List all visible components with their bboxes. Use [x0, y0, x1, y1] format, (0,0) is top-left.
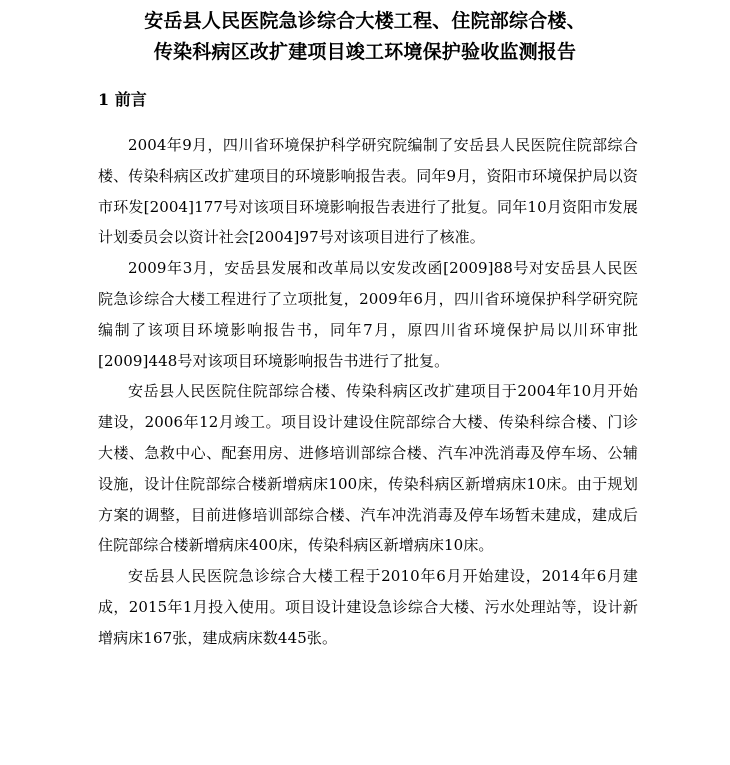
- report-title: [0, 6, 730, 68]
- report-title-line-1: 安岳县人民医院急诊综合大楼工程、住院部综合楼、: [144, 10, 586, 32]
- paragraph-3: 安岳县人民医院住院部综合楼、传染科病区改扩建项目于2004年10月开始建设，2006年12月竣工。项目设计建设住院部综合大楼、传染科综合楼、门诊大楼、急救中心、配套用房、进修培训部综合楼、汽车冲洗消毒及停车场、公辅设施，设计住院部综合楼新增病床100床，传染科病区新增病床10床。由于规划方案的调整，目前进修培训部综合楼、汽车冲洗消毒及停车场暂未建成，建成后住院部综合楼新增病床400床，传染科病区新增病床10床。: [98, 382, 638, 555]
- paragraph-2: 2009年3月，安岳县发展和改革局以安发改函[2009]88号对安岳县人民医院急诊综合大楼工程进行了立项批复，2009年6月，四川省环境保护科学研究院编制了该项目环境影响报告书，同年7月，原四川省环境保护局以川环审批[2009]448号对该项目环境影响报告书进行了批复。: [98, 259, 638, 370]
- report-title-line-2: 传染科病区改扩建项目竣工环境保护验收监测报告: [153, 41, 577, 63]
- paragraph-4: 安岳县人民医院急诊综合大楼工程于2010年6月开始建设，2014年6月建成，2015年1月投入使用。项目设计建设急诊综合大楼、污水处理站等，设计新增病床167张，建成病床数445张。: [98, 567, 638, 647]
- paragraph-1: 2004年9月，四川省环境保护科学研究院编制了安岳县人民医院住院部综合楼、传染科病区改扩建项目的环境影响报告表。同年9月，资阳市环境保护局以资市环发[2004]177号对该项目环境影响报告表进行了批复。同年10月资阳市发展计划委员会以资计社会[2004]97号对该项目进行了核准。: [98, 136, 638, 247]
- body-text: [98, 130, 638, 654]
- section-heading-preface: 1 前言: [98, 90, 147, 109]
